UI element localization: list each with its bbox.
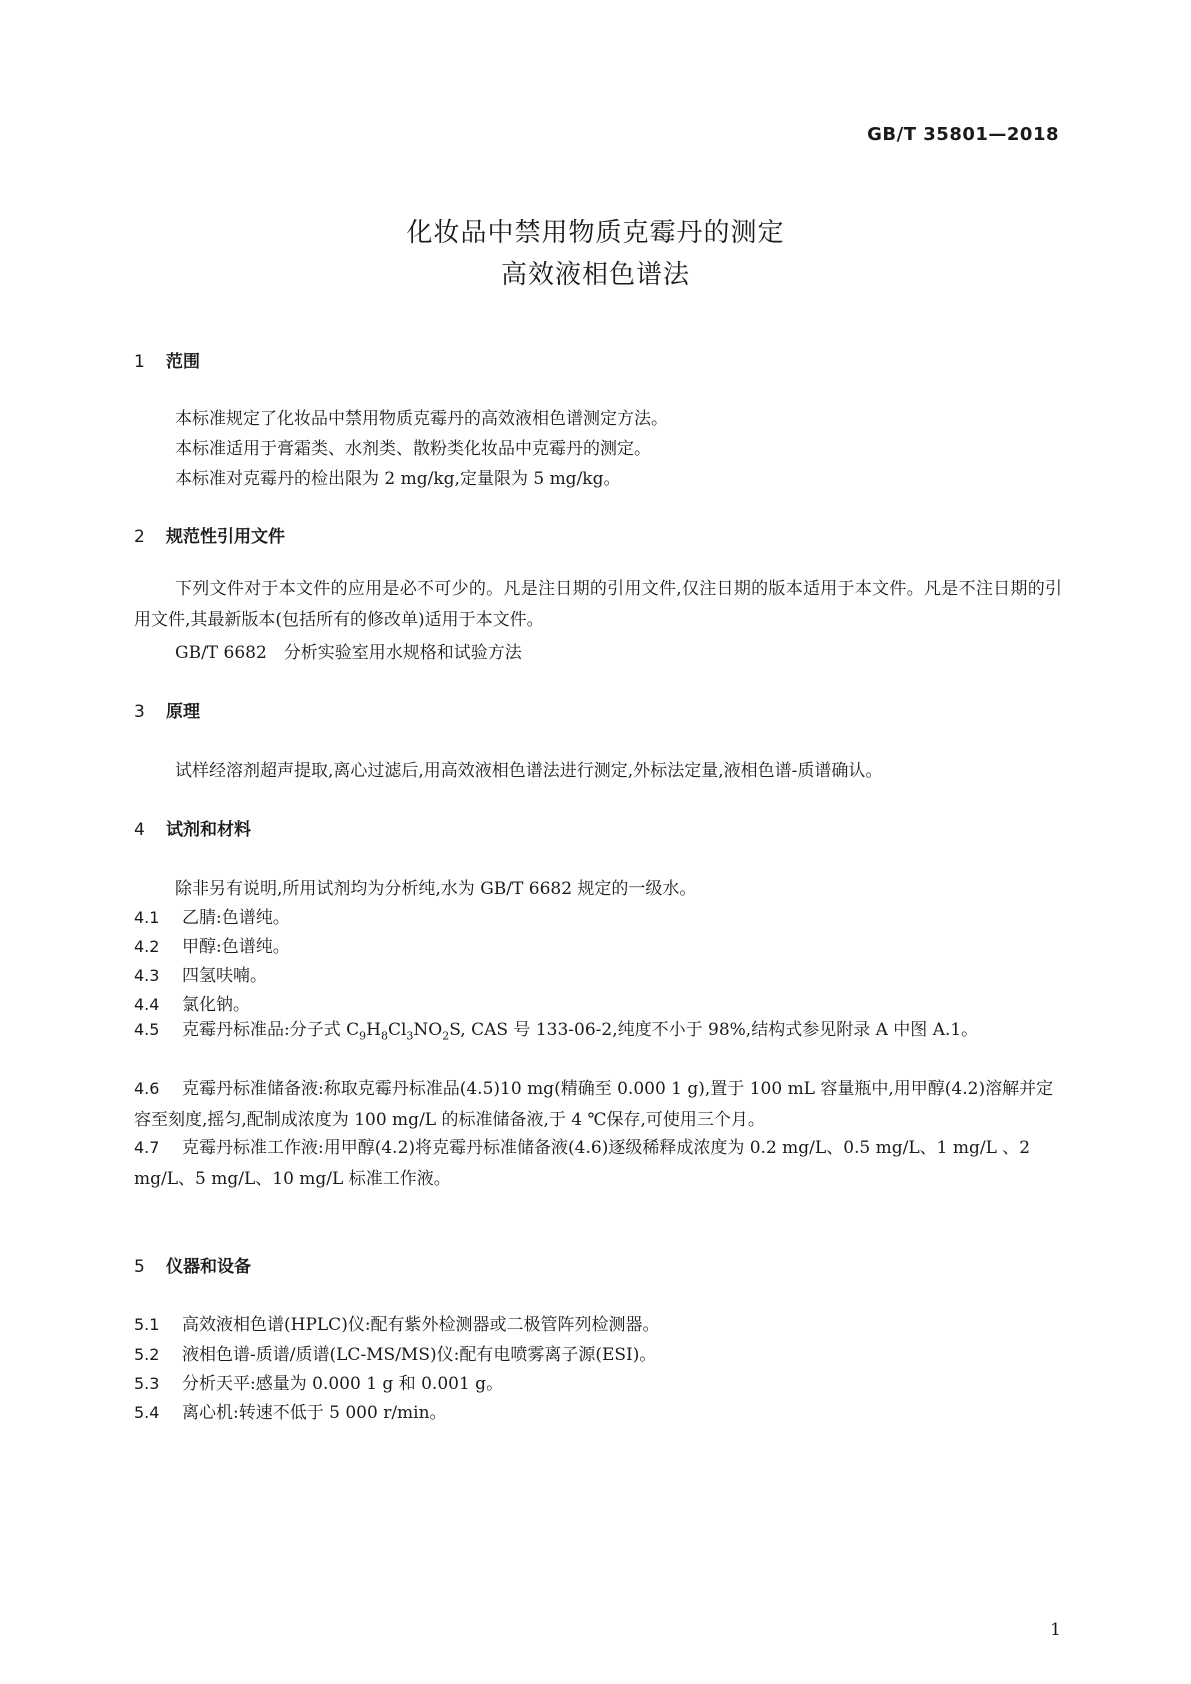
list-item (134, 1398, 447, 1423)
item-number: 5.3 (134, 1374, 160, 1393)
list-item (134, 1369, 503, 1394)
item-text: 甲醇:色谱纯。 (182, 937, 290, 957)
section-number: 2 (134, 527, 145, 547)
list-item (134, 1014, 1062, 1051)
paragraph: 试样经溶剂超声提取,离心过滤后,用高效液相色谱法进行测定,外标法定量,液相色谱-质谱确认。 (175, 761, 883, 781)
item-number: 4.6 (134, 1079, 160, 1098)
item-text: 高效液相色谱(HPLC)仪:配有紫外检测器或二极管阵列检测器。 (182, 1315, 660, 1335)
item-text: 克霉丹标准储备液:称取克霉丹标准品(4.5)10 mg(精确至 0.000 1 g),置于 100 mL 容量瓶中,用甲醇(4.2)溶解并定容至刻度,摇匀,配制成浓度为 100 mg/L 的标准储备液,于 4 ℃保存,可使用三个月。 (134, 1079, 1054, 1130)
item-number: 5.2 (134, 1345, 160, 1364)
item-text: 四氢呋喃。 (182, 966, 267, 986)
paragraph: 除非另有说明,所用试剂均为分析纯,水为 GB/T 6682 规定的一级水。 (175, 879, 697, 899)
list-item (134, 1310, 660, 1335)
item-number: 4.5 (134, 1020, 160, 1039)
list-item (134, 990, 250, 1015)
item-text: 液相色谱-质谱/质谱(LC-MS/MS)仪:配有电喷雾离子源(ESI)。 (182, 1345, 657, 1365)
section-heading-reagents (134, 815, 251, 840)
item-text: 克霉丹标准品:分子式 $C_9H_8Cl_3NO_2S$, CAS 号 133-06-2,纯度不小于 98%,结构式参见附录 A 中图 A.1。 (182, 1020, 979, 1043)
paragraph: 本标准适用于膏霜类、水剂类、散粉类化妆品中克霉丹的测定。 (175, 439, 651, 459)
page-number: 1 (1050, 1620, 1061, 1640)
item-number: 4.2 (134, 937, 160, 956)
document-title: 化妆品中禁用物质克霉丹的测定 (406, 218, 785, 248)
section-title: 规范性引用文件 (166, 527, 285, 547)
item-text: 乙腈:色谱纯。 (182, 908, 290, 928)
item-text: 氯化钠。 (182, 995, 250, 1015)
reference-item: GB/T 6682 分析实验室用水规格和试验方法 (175, 643, 522, 663)
list-item (134, 903, 290, 928)
section-heading-normative-references (134, 522, 285, 547)
list-item (134, 1073, 1062, 1136)
item-text: 分析天平:感量为 0.000 1 g 和 0.001 g。 (182, 1374, 504, 1394)
item-text: 克霉丹标准工作液:用甲醇(4.2)将克霉丹标准储备液(4.6)逐级稀释成浓度为 0.2 mg/L、0.5 mg/L、1 mg/L 、2 mg/L、5 mg/L、10 mg/L 标准工作液。 (134, 1138, 1031, 1189)
list-item (134, 932, 290, 957)
section-title: 原理 (166, 702, 200, 722)
section-number: 1 (134, 352, 145, 372)
item-number: 4.1 (134, 908, 160, 927)
item-number: 5.1 (134, 1315, 160, 1334)
item-number: 5.4 (134, 1403, 160, 1422)
section-heading-principle (134, 697, 200, 722)
list-item (134, 961, 267, 986)
section-title: 仪器和设备 (166, 1257, 251, 1277)
section-title: 范围 (166, 352, 200, 372)
item-number: 4.7 (134, 1138, 160, 1157)
section-number: 3 (134, 702, 145, 722)
standard-number: GB/T 35801—2018 (867, 124, 1059, 145)
paragraph: 本标准规定了化妆品中禁用物质克霉丹的高效液相色谱测定方法。 (175, 409, 668, 429)
item-text: 离心机:转速不低于 5 000 r/min。 (182, 1403, 447, 1423)
section-heading-scope (134, 347, 200, 372)
list-item (134, 1132, 1062, 1195)
paragraph: 本标准对克霉丹的检出限为 2 mg/kg,定量限为 5 mg/kg。 (175, 469, 621, 489)
list-item (134, 1340, 656, 1365)
item-number: 4.4 (134, 995, 160, 1014)
section-title: 试剂和材料 (166, 820, 251, 840)
document-subtitle: 高效液相色谱法 (500, 260, 690, 290)
paragraph: 下列文件对于本文件的应用是必不可少的。凡是注日期的引用文件,仅注日期的版本适用于本文件。凡是不注日期的引用文件,其最新版本(包括所有的修改单)适用于本文件。 (134, 579, 1062, 630)
item-number: 4.3 (134, 966, 160, 985)
section-number: 4 (134, 820, 145, 840)
section-heading-apparatus (134, 1252, 251, 1277)
section-number: 5 (134, 1257, 145, 1277)
